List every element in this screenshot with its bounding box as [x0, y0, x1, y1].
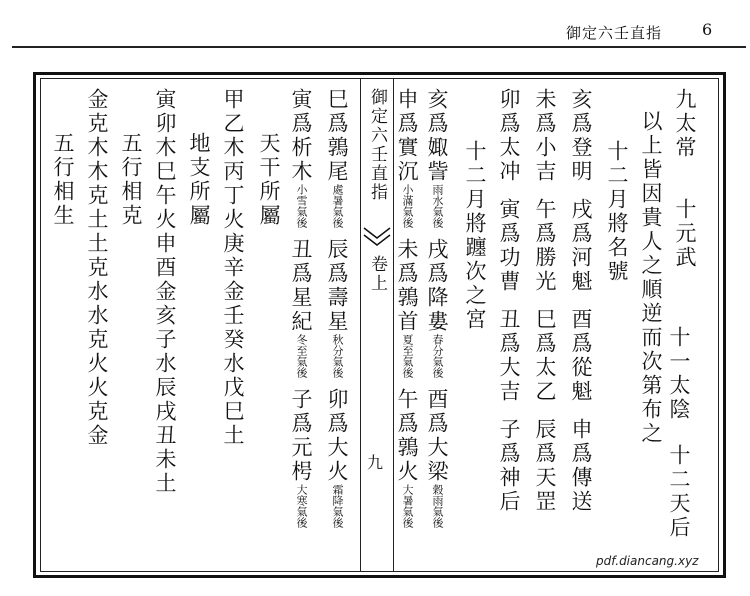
center-book-title: 御定六壬直指	[367, 88, 387, 202]
annotation: 夏至氣後	[401, 334, 414, 378]
annotation: 大暑氣後	[401, 484, 414, 528]
text-column-l4	[326, 88, 347, 528]
text-segment: 酉爲從魁	[569, 308, 593, 404]
text-segment: 巳爲鶉尾	[325, 88, 349, 184]
text-column-r2b	[668, 326, 689, 422]
text-segment: 丑爲星紀	[289, 238, 313, 334]
text-segment: 戌爲降婁	[425, 238, 449, 334]
fish-tail-ornament	[362, 226, 392, 248]
text-segment: 卯爲太冲	[497, 88, 521, 184]
text-segment: 甲乙木丙丁火庚辛金壬癸水戊巳土	[221, 88, 245, 448]
text-segment: 寅卯木巳午火申酉金亥子水辰戌丑未土	[153, 88, 177, 496]
text-segment: 午爲鶉火	[395, 388, 419, 484]
text-segment: 申爲傳送	[569, 418, 593, 514]
text-column-r4	[570, 88, 591, 514]
center-page-number: 九	[367, 453, 384, 472]
text-column-l11	[86, 88, 107, 448]
text-segment: 十元武	[673, 198, 697, 270]
text-segment: 十一太陰	[667, 326, 691, 422]
text-segment: 丑爲大吉	[497, 308, 521, 404]
text-column-l1	[464, 140, 485, 332]
text-segment: 金克木木克土土克水水克火火克金	[85, 88, 109, 448]
annotation: 雨水氣後	[431, 184, 444, 228]
text-segment: 五行相生	[51, 132, 75, 228]
annotation: 穀雨氣後	[431, 484, 444, 528]
text-segment: 辰爲壽星	[325, 238, 349, 334]
text-column-r5	[534, 88, 555, 514]
page-header	[0, 0, 750, 50]
annotation: 處暑氣後	[331, 184, 344, 228]
annotation: 大寒氣後	[295, 484, 308, 528]
text-column-l7	[222, 88, 243, 448]
text-column-r2	[640, 110, 661, 446]
text-column-l8	[188, 132, 209, 228]
watermark-text: pdf.diancang.xyz	[596, 554, 699, 568]
text-segment: 戌爲河魁	[569, 198, 593, 294]
text-column-l5	[290, 88, 311, 528]
text-segment: 申爲實沉	[395, 88, 419, 184]
text-segment: 辰爲天罡	[533, 418, 557, 514]
text-segment: 地支所屬	[187, 132, 211, 228]
text-column-r1	[674, 88, 695, 270]
text-segment: 十二天后	[667, 444, 691, 540]
text-segment: 酉爲大梁	[425, 388, 449, 484]
text-segment: 未爲鶉首	[395, 238, 419, 334]
annotation: 秋分氣後	[331, 334, 344, 378]
text-column-l6	[258, 132, 279, 228]
text-segment: 寅爲功曹	[497, 198, 521, 294]
text-column-l9	[154, 88, 175, 496]
text-column-l2	[426, 88, 447, 528]
text-segment: 天干所屬	[257, 132, 281, 228]
text-column-r2c	[668, 444, 689, 540]
text-segment: 午爲勝光	[533, 198, 557, 294]
text-segment: 亥爲登明	[569, 88, 593, 184]
header-title: 御定六壬直指	[566, 24, 663, 42]
text-column-r6	[498, 88, 519, 514]
annotation: 小滿氣後	[401, 184, 414, 228]
text-column-r3	[606, 140, 627, 284]
annotation: 小雪氣後	[295, 184, 308, 228]
annotation: 霜降氣後	[331, 484, 344, 528]
text-column-l12	[52, 132, 73, 228]
annotation: 冬至氣後	[295, 334, 308, 378]
text-segment: 五行相克	[119, 132, 143, 228]
text-segment: 以上皆因貴人之順逆而次第布之	[639, 110, 663, 446]
annotation: 春分氣後	[431, 334, 444, 378]
text-segment: 亥爲娵訾	[425, 88, 449, 184]
text-segment: 子爲元枵	[289, 388, 313, 484]
text-segment: 卯爲大火	[325, 388, 349, 484]
center-volume: 卷上	[367, 255, 387, 293]
text-segment: 寅爲析木	[289, 88, 313, 184]
header-rule	[12, 46, 746, 48]
text-segment: 未爲小吉	[533, 88, 557, 184]
text-segment: 九太常	[673, 88, 697, 160]
text-segment: 子爲神后	[497, 418, 521, 514]
text-segment: 十二月將名號	[605, 140, 629, 284]
text-column-l3	[396, 88, 417, 528]
text-column-l10	[120, 132, 141, 228]
text-segment: 十二月將躔次之宮	[463, 140, 487, 332]
header-page-number: 6	[702, 20, 713, 39]
text-segment: 巳爲太乙	[533, 308, 557, 404]
